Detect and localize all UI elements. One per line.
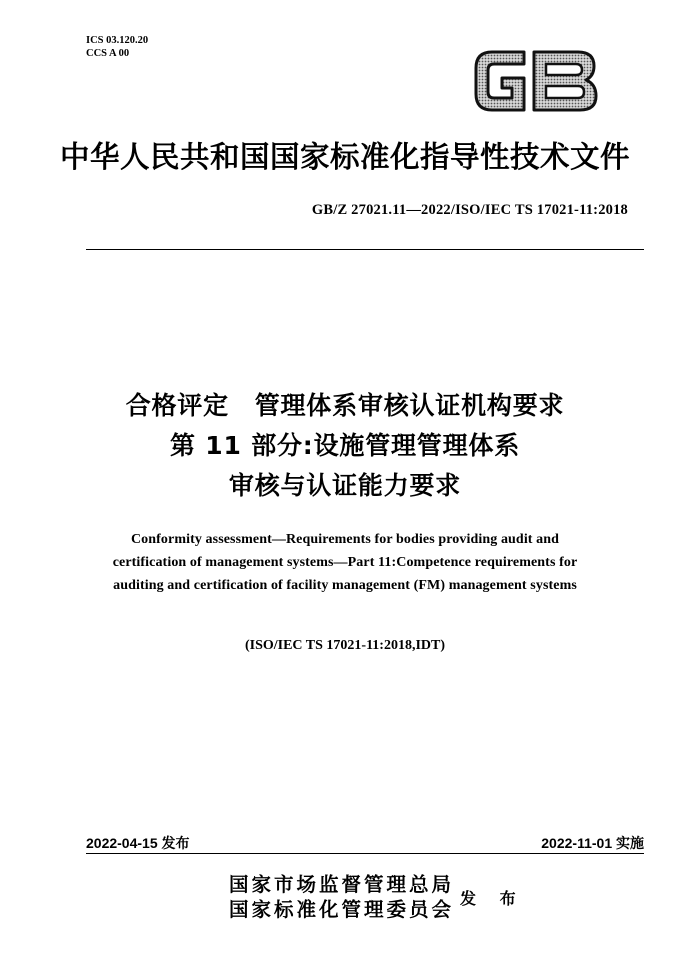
issuing-authorities [229, 872, 454, 922]
top-divider [86, 249, 644, 250]
ics-code: ICS 03.120.20 [86, 35, 149, 46]
title-en-line-3: auditing and certification of facility management (FM) management systems [113, 578, 577, 593]
implementation-date: 2022-11-01 实施 [541, 835, 644, 851]
title-cn-line-2: 第 11 部分:设施管理管理体系 [170, 431, 520, 460]
issuer-1: 国家市场监督管理总局 [229, 873, 455, 896]
title-en [0, 528, 690, 597]
adoption-reference: (ISO/IEC TS 17021-11:2018,IDT) [244, 638, 446, 653]
title-cn-line-3: 审核与认证能力要求 [228, 471, 462, 500]
ccs-code: CCS A 00 [86, 48, 130, 59]
publish-label: 发 布 [460, 889, 525, 908]
title-en-line-1: Conformity assessment—Requirements for bodies providing audit and [130, 532, 560, 547]
document-number: GB/Z 27021.11—2022/ISO/IEC TS 17021-11:2018 [311, 202, 628, 218]
classification-codes [86, 34, 148, 60]
title-en-line-2: certification of management systems—Part 11:Competence requirements for [112, 555, 578, 570]
gb-logo-graphic [466, 42, 606, 120]
title-cn-line-1: 合格评定 管理体系审核认证机构要求 [125, 391, 565, 420]
gb-logo [466, 42, 606, 120]
standard-series-title: 中华人民共和国国家标准化指导性技术文件 [59, 139, 630, 174]
bottom-divider [86, 853, 644, 854]
issue-date: 2022-04-15 发布 [86, 835, 190, 851]
issuer-2: 国家标准化管理委员会 [229, 898, 455, 921]
